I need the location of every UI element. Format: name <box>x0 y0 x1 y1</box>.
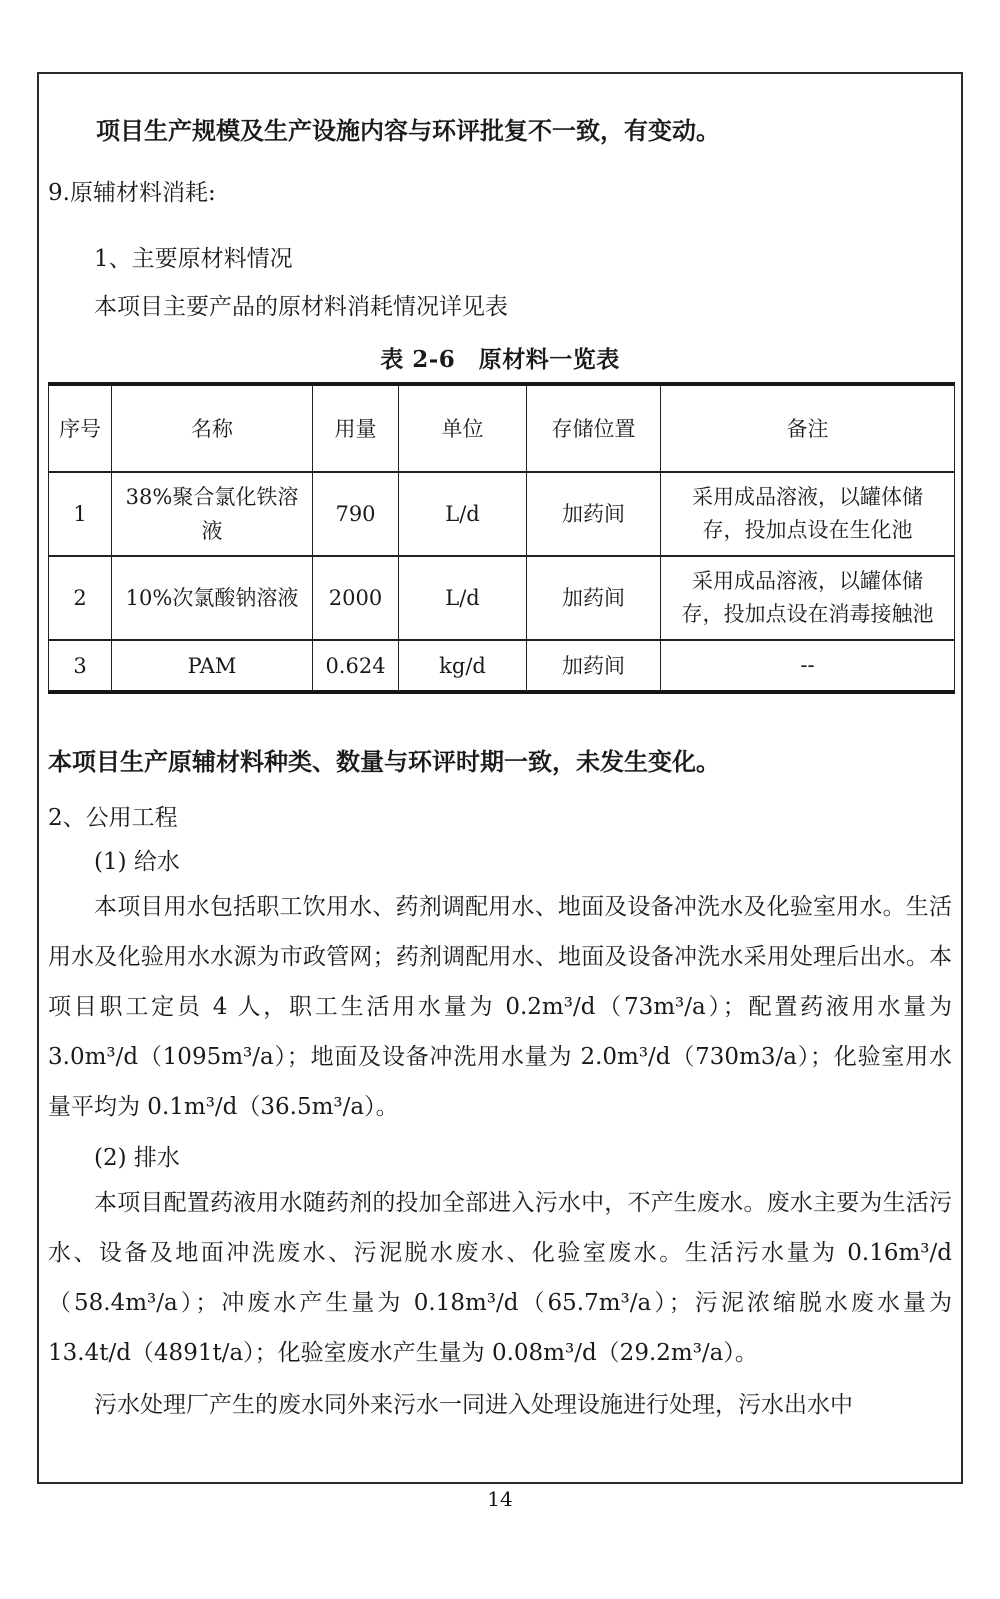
table-intro-text: 本项目主要产品的原材料消耗情况详见表 <box>94 294 508 320</box>
col-header-amount: 用量 <box>313 384 399 472</box>
col-header-name: 名称 <box>112 384 313 472</box>
table-caption: 表 2-6 原材料一览表 <box>380 346 620 373</box>
cell-index: 1 <box>49 472 112 556</box>
cell-storage: 加药间 <box>527 640 661 692</box>
cell-storage: 加药间 <box>527 472 661 556</box>
cell-index: 3 <box>49 640 112 692</box>
cell-note: -- <box>661 640 955 692</box>
content-border-box <box>37 72 963 1484</box>
cell-storage: 加药间 <box>527 556 661 640</box>
water-supply-paragraph: 本项目用水包括职工饮用水、药剂调配用水、地面及设备冲洗水及化验室用水。生活用水及化验用水水源为市政管网；药剂调配用水、地面及设备冲洗水采用处理后出水。本项目职工定员 4 人，职工生活用水量为 0.2m³/d（73m³/a）；配置药液用水量为 3.0m³/d（1095m³/a）；地面及设备冲洗用水量为 2.0m³/d（730m3/a）；化验室用水量平均为 0.1m³/d（36.5m³/a）。 <box>48 894 952 1120</box>
cell-unit: L/d <box>399 472 527 556</box>
table-row <box>49 472 955 556</box>
conclusion-bold-text: 本项目生产原辅材料种类、数量与环评时期一致，未发生变化。 <box>48 747 720 776</box>
cell-note: 采用成品溶液，以罐体储存，投加点设在生化池 <box>661 472 955 556</box>
section-2-heading: 2、公用工程 <box>48 805 178 831</box>
cell-amount: 0.624 <box>313 640 399 692</box>
water-supply-heading: (1) 给水 <box>94 849 180 875</box>
cell-note: 采用成品溶液，以罐体储存，投加点设在消毒接触池 <box>661 556 955 640</box>
cell-name: 10%次氯酸钠溶液 <box>112 556 313 640</box>
col-header-index: 序号 <box>49 384 112 472</box>
page-number: 14 <box>487 1487 513 1511</box>
drainage-heading: (2) 排水 <box>94 1145 180 1171</box>
drainage-paragraph-1: 本项目配置药液用水随药剂的投加全部进入污水中，不产生废水。废水主要为生活污水、设备及地面冲洗废水、污泥脱水废水、化验室废水。生活污水量为 0.16m³/d（58.4m³/a）；冲废水产生量为 0.18m³/d（65.7m³/a）；污泥浓缩脱水废水量为 13.4t/d（4891t/a）；化验室废水产生量为 0.08m³/d（29.2m³/a）。 <box>48 1190 952 1366</box>
section-9-heading: 9.原辅材料消耗: <box>48 180 216 206</box>
cell-amount: 2000 <box>313 556 399 640</box>
table-row <box>49 556 955 640</box>
col-header-note: 备注 <box>661 384 955 472</box>
cell-name: PAM <box>112 640 313 692</box>
cell-name: 38%聚合氯化铁溶液 <box>112 472 313 556</box>
table-header-row <box>49 384 955 472</box>
drainage-paragraph-2: 污水处理厂产生的废水同外来污水一同进入处理设施进行处理，污水出水中 <box>94 1392 853 1418</box>
cell-amount: 790 <box>313 472 399 556</box>
cell-unit: L/d <box>399 556 527 640</box>
notice-bold-text: 项目生产规模及生产设施内容与环评批复不一致，有变动。 <box>96 116 720 145</box>
materials-table <box>48 382 955 694</box>
cell-index: 2 <box>49 556 112 640</box>
subsection-1-heading: 1、主要原材料情况 <box>94 246 293 272</box>
col-header-storage: 存储位置 <box>527 384 661 472</box>
col-header-unit: 单位 <box>399 384 527 472</box>
cell-unit: kg/d <box>399 640 527 692</box>
table-row <box>49 640 955 692</box>
